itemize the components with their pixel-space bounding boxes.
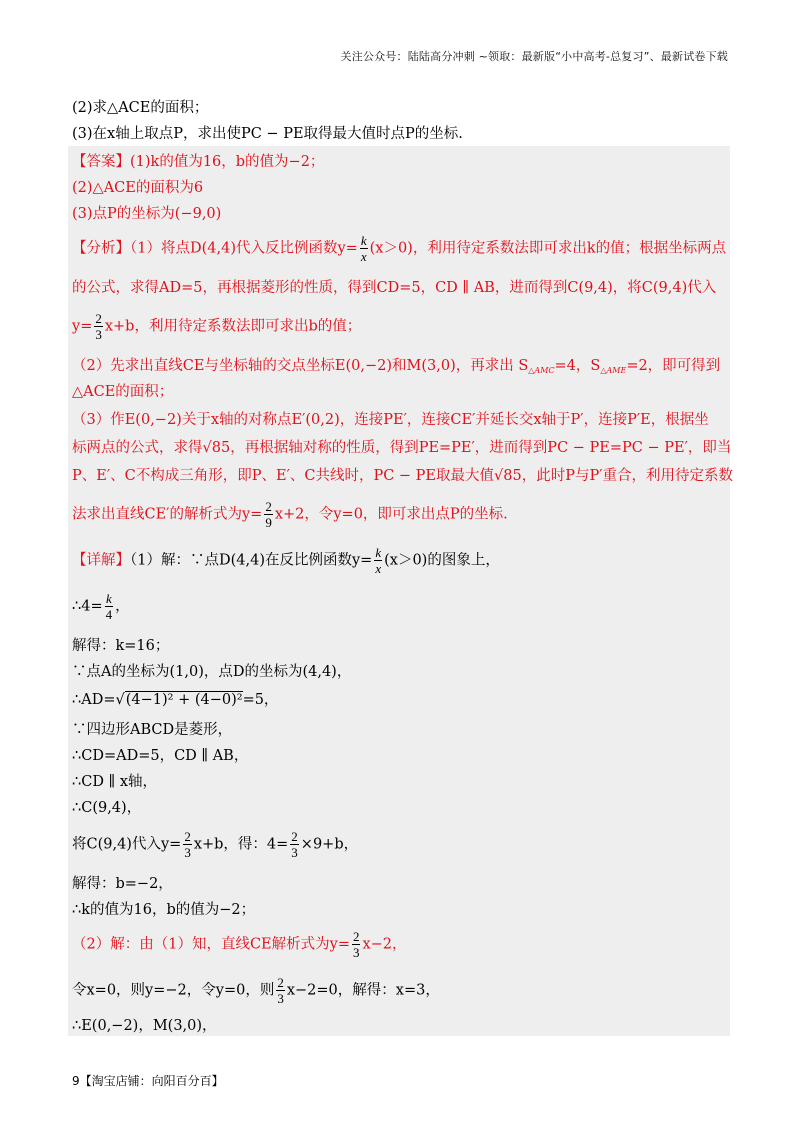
analysis-line-5: △ACE的面积； [72, 384, 174, 400]
header-note: 关注公众号：陆陆高分冲刺 ~领取：最新版“小中高考-总复习”、最新试卷下载 [340, 50, 728, 63]
analysis-p2-b: =4，S [554, 358, 601, 374]
analysis-p1-b: (x＞0)，利用待定系数法即可求出k的值；根据坐标两点 [369, 240, 727, 257]
detail-line-4: ∵点A的坐标为(1,0)，点D的坐标为(4,4)， [72, 664, 352, 680]
analysis-line-2: 的公式，求得AD=5，再根据菱形的性质，得到CD=5，CD ∥ AB，进而得到C(9,4)，将C(9,4)代入 [72, 280, 717, 296]
analysis-p1-d: y= [72, 318, 93, 335]
detail-line-6: ∵四边形ABCD是菱形， [72, 722, 233, 738]
fraction-2-over-3: $\frac{2}{3}$ [95, 311, 102, 342]
detail-line-1 [72, 546, 500, 575]
detail-line-15: ∴E(0,−2)，M(3,0)， [72, 1018, 217, 1034]
analysis-p1-e: x+b，利用待定系数法即可求出b的值； [104, 318, 362, 335]
detail-line-9: ∴C(9,4)， [72, 800, 142, 816]
question-3: (3)在x轴上取点P，求出使PC − PE取得最大值时点P的坐标. [72, 126, 463, 142]
fraction-k-over-4: $\frac{k}{4}$ [105, 591, 113, 622]
analysis-line-3 [72, 312, 361, 341]
analysis-line-4 [72, 354, 720, 375]
detail-line-7: ∴CD=AD=5，CD ∥ AB， [72, 748, 249, 764]
fraction-k-over-x: $\frac{k}{x}$ [360, 233, 367, 264]
detail-l5-a: ∴AD= [72, 692, 116, 708]
fraction-k-over-x-2: $\frac{k}{x}$ [375, 545, 382, 576]
fraction-2-over-3-e: $\frac{2}{3}$ [277, 975, 284, 1006]
detail-line-5: ∴AD=√(4−1)² + (4−0)²=5， [72, 692, 279, 708]
solution-block [68, 146, 734, 1036]
analysis-line-7: 标两点的公式，求得√85，再根据轴对称的性质，得到PE=PE′，进而得到PC − PE=PC − PE′，即当 [72, 440, 732, 456]
analysis-p3-e: x+2，令y=0，即可求出点P的坐标. [274, 506, 508, 523]
detail-l10-b: x+b，得：4= [193, 836, 289, 853]
detail-line-10 [72, 830, 358, 859]
subscript-ame: △AME [600, 366, 627, 375]
fraction-2-over-3-c: $\frac{2}{3}$ [291, 829, 298, 860]
analysis-line-1 [72, 234, 726, 263]
analysis-p2-c: =2，即可得到 [626, 358, 721, 374]
answer-line-3: (3)点P的坐标为(−9,0) [72, 206, 222, 222]
detail-tag: 【详解】 [72, 552, 130, 569]
analysis-line-8: P、E′、C不构成三角形，即P、E′、C共线时，PC − PE取最大值√85，此时P与P′重合，利用待定系数 [72, 468, 734, 484]
sqrt-radicand: (4−1)² + (4−0)² [125, 692, 243, 708]
analysis-p2-a: （2）先求出直线CE与坐标轴的交点坐标E(0,−2)和M(3,0)，再求出 S [72, 358, 529, 374]
detail-line-14 [72, 976, 440, 1005]
detail-line-13 [72, 930, 407, 959]
analysis-tag: 【分析】 [72, 240, 130, 257]
detail-l10-c: ×9+b， [300, 836, 359, 853]
answer-tag: 【答案】 [72, 154, 130, 170]
question-2: (2)求△ACE的面积； [72, 100, 209, 116]
subscript-amc: △AMC [528, 366, 555, 375]
analysis-p1-a: （1）将点D(4,4)代入反比例函数y= [130, 240, 358, 257]
answer-line-1 [72, 150, 324, 171]
detail-line-11: 解得：b=−2， [72, 876, 173, 892]
detail-l5-c: =5， [242, 692, 279, 708]
detail-l10-a: 将C(9,4)代入y= [72, 836, 182, 853]
fraction-2-over-3-d: $\frac{2}{3}$ [352, 929, 360, 960]
detail-line-12: ∴k的值为16，b的值为−2； [72, 902, 256, 918]
detail-line-2: ∴4= $\frac{k}{4}$ ， [72, 591, 130, 622]
detail-l1-a: （1）解：∵点D(4,4)在反比例函数y= [130, 552, 373, 569]
detail-l13-b: x−2， [362, 936, 407, 953]
analysis-p3-d: 法求出直线CE′的解析式为y= [72, 506, 263, 523]
fraction-2-over-9: $\frac{2}{9}$ [265, 499, 272, 530]
detail-l1-b: (x＞0)的图象上， [384, 552, 500, 569]
answer-text-1: (1)k的值为16，b的值为−2； [130, 154, 325, 170]
detail-line-3: 解得：k=16； [72, 638, 170, 654]
footer-note: 9【淘宝店铺：向阳百分百】 [72, 1074, 224, 1088]
fraction-2-over-3-b: $\frac{2}{3}$ [184, 829, 191, 860]
detail-l2: ∴4= [72, 598, 103, 615]
detail-line-8: ∴CD ∥ x轴， [72, 774, 158, 790]
answer-line-2: (2)△ACE的面积为6 [72, 180, 204, 196]
analysis-line-6: （3）作E(0,−2)关于x轴的对称点E′(0,2)，连接PE′，连接CE′并延长交x轴于P′，连接P′E，根据坐 [72, 412, 709, 428]
detail-l14-a: 令x=0，则y=−2，令y=0，则 [72, 982, 275, 999]
detail-l14-b: x−2=0，解得：x=3， [286, 982, 440, 999]
detail-l13-a: （2）解：由（1）知，直线CE解析式为y= [72, 936, 350, 953]
analysis-line-9 [72, 500, 508, 529]
